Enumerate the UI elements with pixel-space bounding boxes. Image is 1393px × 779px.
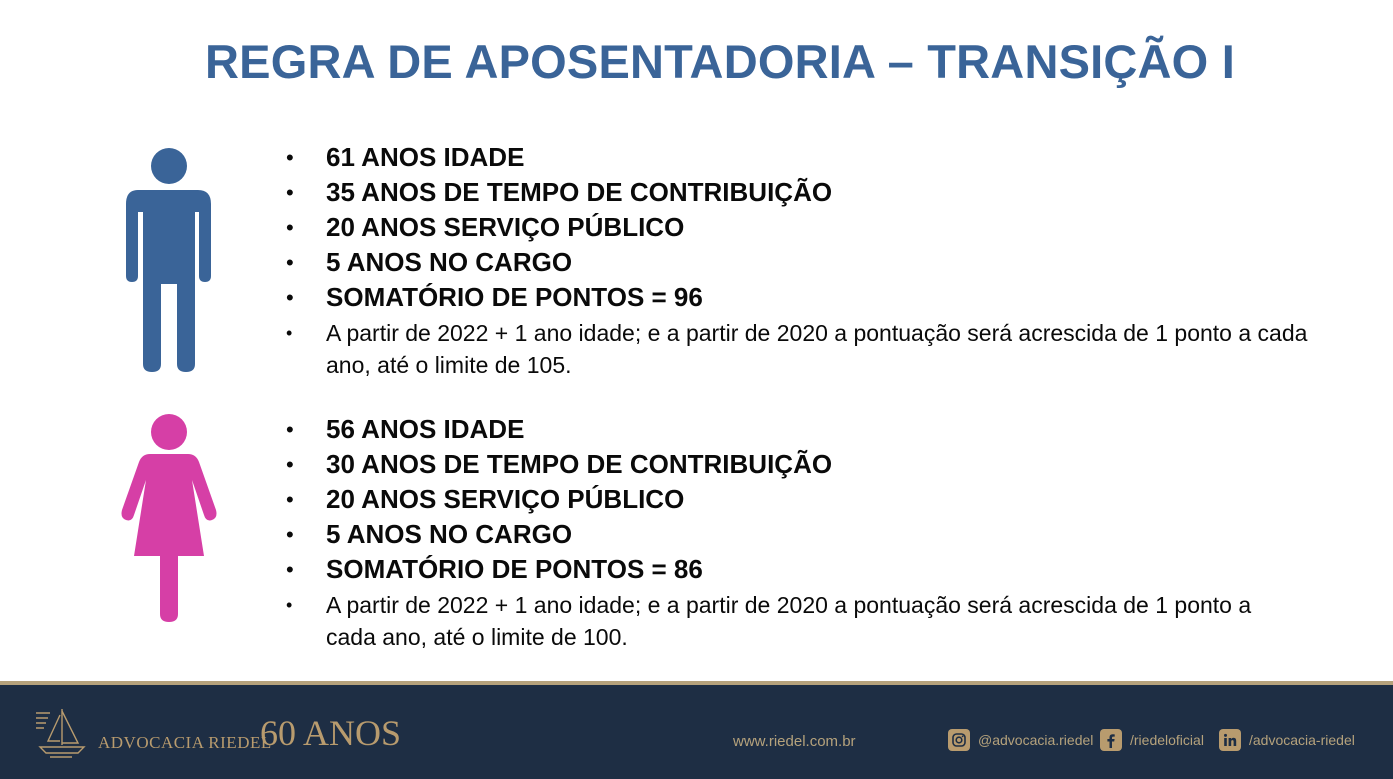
list-item: • 56 ANOS IDADE: [284, 412, 1344, 447]
linkedin-handle: /advocacia-riedel: [1249, 732, 1355, 748]
bullet: •: [286, 323, 293, 343]
woman-icon: [120, 414, 218, 622]
bullet: •: [286, 557, 294, 582]
instagram-link[interactable]: [948, 729, 1093, 751]
facebook-handle: /riedeloficial: [1130, 732, 1204, 748]
list-item: • 61 ANOS IDADE: [284, 140, 1344, 175]
bullet: •: [286, 595, 293, 615]
bullet: •: [286, 487, 294, 512]
list-item: • 20 ANOS SERVIÇO PÚBLICO: [284, 482, 1344, 517]
bullet: •: [286, 417, 294, 442]
bullet: •: [286, 250, 294, 275]
website-link[interactable]: www.riedel.com.br: [733, 733, 856, 750]
list-note: • A partir de 2022 + 1 ano idade; e a partir de 2020 a pontuação será acrescida de 1 ponto a cada ano, até o limite de 105.: [284, 317, 1344, 381]
linkedin-icon: [1219, 729, 1241, 751]
linkedin-link[interactable]: [1219, 729, 1355, 751]
facebook-icon: [1100, 729, 1122, 751]
slide-title: REGRA DE APOSENTADORIA – TRANSIÇÃO I: [205, 35, 1235, 88]
sailboat-logo-icon: [32, 705, 88, 759]
brand-name: ADVOCACIA RIEDEL: [98, 733, 272, 752]
men-requirements-list: [284, 140, 1344, 381]
svg-text:60 ANOS: 60 ANOS: [260, 713, 402, 753]
list-item: • 35 ANOS DE TEMPO DE CONTRIBUIÇÃO: [284, 175, 1344, 210]
bullet: •: [286, 145, 294, 170]
bullet: •: [286, 215, 294, 240]
footer: [0, 685, 1393, 779]
list-item: • 5 ANOS NO CARGO: [284, 245, 1344, 280]
bullet: •: [286, 180, 294, 205]
instagram-icon: [948, 729, 970, 751]
women-requirements-list: [284, 412, 1344, 653]
instagram-handle: @advocacia.riedel: [978, 732, 1094, 748]
bullet: •: [286, 285, 294, 310]
bullet: •: [286, 452, 294, 477]
list-item: • 20 ANOS SERVIÇO PÚBLICO: [284, 210, 1344, 245]
list-item: • SOMATÓRIO DE PONTOS = 96: [284, 280, 1344, 315]
facebook-link[interactable]: [1100, 729, 1204, 751]
list-note: • A partir de 2022 + 1 ano idade; e a partir de 2020 a pontuação será acrescida de 1 ponto a cada ano, até o limite de 100.: [284, 589, 1266, 653]
list-item: • 30 ANOS DE TEMPO DE CONTRIBUIÇÃO: [284, 447, 1344, 482]
bullet: •: [286, 522, 294, 547]
man-icon: [124, 148, 212, 372]
list-item: • SOMATÓRIO DE PONTOS = 86: [284, 552, 1344, 587]
list-item: • 5 ANOS NO CARGO: [284, 517, 1344, 552]
sixty-years-logo-icon: [258, 707, 402, 759]
